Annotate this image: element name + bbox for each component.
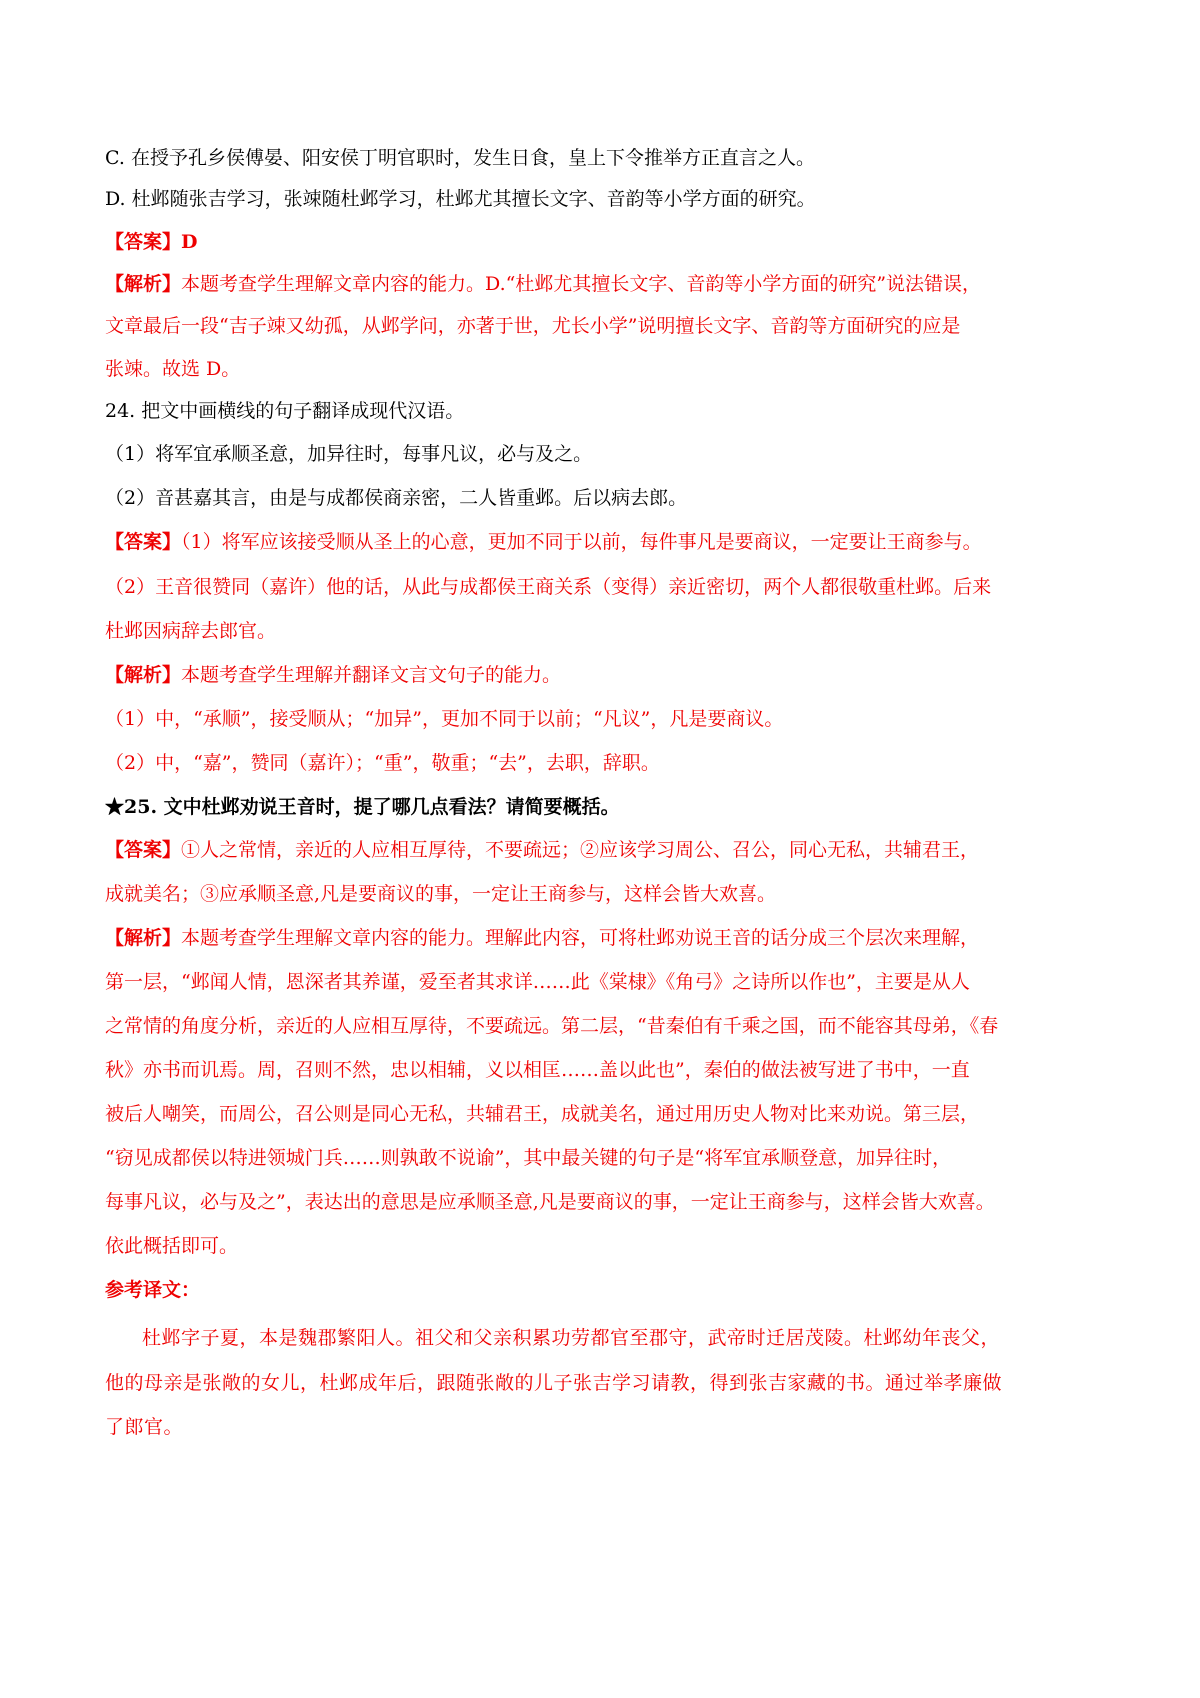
q25-analysis-line: 之常情的角度分析，亲近的人应相互厚待，不要疏远。第二层，“昔秦伯有千乘之国，而不能容其母弟，《春 bbox=[105, 1015, 999, 1037]
translation-title: 参考译文： bbox=[105, 1279, 201, 1301]
q24-answer-line: 杜邺因病辞去郎官。 bbox=[105, 620, 277, 642]
q24-analysis-line: （1）中，“承顺”，接受顺从；“加异”，更加不同于以前；“凡议”，凡是要商议。 bbox=[105, 708, 784, 730]
translation-line: 他的母亲是张敞的女儿，杜邺成年后，跟随张敞的儿子张吉学习请教，得到张吉家藏的书。通过举孝廉做 bbox=[105, 1372, 1003, 1394]
q25-analysis-line: 每事凡议，必与及之”，表达出的意思是应承顺圣意,凡是要商议的事，一定让王商参与，这样会皆大欢喜。 bbox=[105, 1191, 995, 1213]
answer-text: （1）将军应该接受顺从圣上的心意，更加不同于以前，每件事凡是要商议，一定要让王商参与。 bbox=[181, 531, 982, 553]
q23-answer bbox=[105, 229, 1105, 255]
q25-analysis-line: 被后人嘲笑，而周公，召公则是同心无私，共辅君王，成就美名，通过用历史人物对比来劝说。第三层， bbox=[105, 1103, 980, 1125]
answer-tag: 【答案】 bbox=[105, 531, 182, 553]
q25-analysis-line: 依此概括即可。 bbox=[105, 1235, 239, 1257]
q25-analysis-line: “窃见成都侯以特进领城门兵……则孰敢不说谕”，其中最关键的句子是“将军宜承顺登意，加异往时， bbox=[105, 1147, 952, 1169]
answer-text: ①人之常情，亲近的人应相互厚待，不要疏远；②应该学习周公、召公，同心无私，共辅君王， bbox=[181, 839, 980, 861]
answer-tag: 【答案】 bbox=[105, 839, 182, 861]
translation-line: 了郎官。 bbox=[105, 1416, 184, 1438]
analysis-tag: 【解析】 bbox=[105, 273, 182, 295]
analysis-text: 本题考查学生理解文章内容的能力。理解此内容，可将杜邺劝说王音的话分成三个层次来理解， bbox=[181, 927, 980, 949]
q25-question: ★25. 文中杜邺劝说王音时，提了哪几点看法？请简要概括。 bbox=[105, 796, 620, 818]
q24-answer-line bbox=[105, 529, 1105, 555]
q24-answer-line: （2）王音很赞同（嘉许）他的话，从此与成都侯王商关系（变得）亲近密切，两个人都很敬重杜邺。后来 bbox=[105, 576, 992, 598]
analysis-text: 本题考查学生理解文章内容的能力。D.“杜邺尤其擅长文字、音韵等小学方面的研究”说法错误， bbox=[181, 273, 982, 295]
q25-answer-line bbox=[105, 837, 1105, 863]
translation-line: 杜邺字子夏，本是魏郡繁阳人。祖父和父亲积累功劳都官至郡守，武帝时迁居茂陵。杜邺幼年丧父， bbox=[142, 1327, 1001, 1349]
q25-analysis-line: 第一层，“邺闻人情，恩深者其养谨，爱至者其求详……此《棠棣》《角弓》之诗所以作也”，主要是从人 bbox=[105, 971, 970, 993]
q25-analysis-line: 秋》亦书而讥焉。周，召则不然，忠以相辅，义以相匡……盖以此也”，秦伯的做法被写进了书中，一直 bbox=[105, 1059, 970, 1081]
q24-analysis-line bbox=[105, 662, 1105, 688]
q25-answer-line: 成就美名；③应承顺圣意,凡是要商议的事，一定让王商参与，这样会皆大欢喜。 bbox=[105, 883, 777, 905]
option-c: C. 在授予孔乡侯傅晏、阳安侯丁明官职时，发生日食，皇上下令推举方正直言之人。 bbox=[105, 147, 815, 169]
q24-item: （2）音甚嘉其言，由是与成都侯商亲密，二人皆重邺。后以病去郎。 bbox=[105, 487, 688, 509]
answer-text: D bbox=[181, 231, 198, 253]
option-d: D. 杜邺随张吉学习，张竦随杜邺学习，杜邺尤其擅长文字、音韵等小学方面的研究。 bbox=[105, 188, 816, 210]
q23-analysis-line bbox=[105, 271, 1105, 297]
q23-analysis-line: 文章最后一段“吉子竦又幼孤，从邺学问，亦著于世，尤长小学”说明擅长文字、音韵等方面研究的应是 bbox=[105, 315, 961, 337]
analysis-text: 本题考查学生理解并翻译文言文句子的能力。 bbox=[181, 664, 562, 686]
q24-item: （1）将军宜承顺圣意，加异往时，每事凡议，必与及之。 bbox=[105, 443, 593, 465]
analysis-tag: 【解析】 bbox=[105, 927, 182, 949]
q25-analysis-line bbox=[105, 925, 1105, 951]
answer-tag: 【答案】 bbox=[105, 231, 182, 253]
analysis-tag: 【解析】 bbox=[105, 664, 182, 686]
q24-analysis-line: （2）中，“嘉”，赞同（嘉许）；“重”，敬重；“去”，去职，辞职。 bbox=[105, 752, 660, 774]
q23-analysis-line: 张竦。故选 D。 bbox=[105, 358, 241, 380]
q24-question: 24. 把文中画横线的句子翻译成现代汉语。 bbox=[105, 400, 465, 422]
